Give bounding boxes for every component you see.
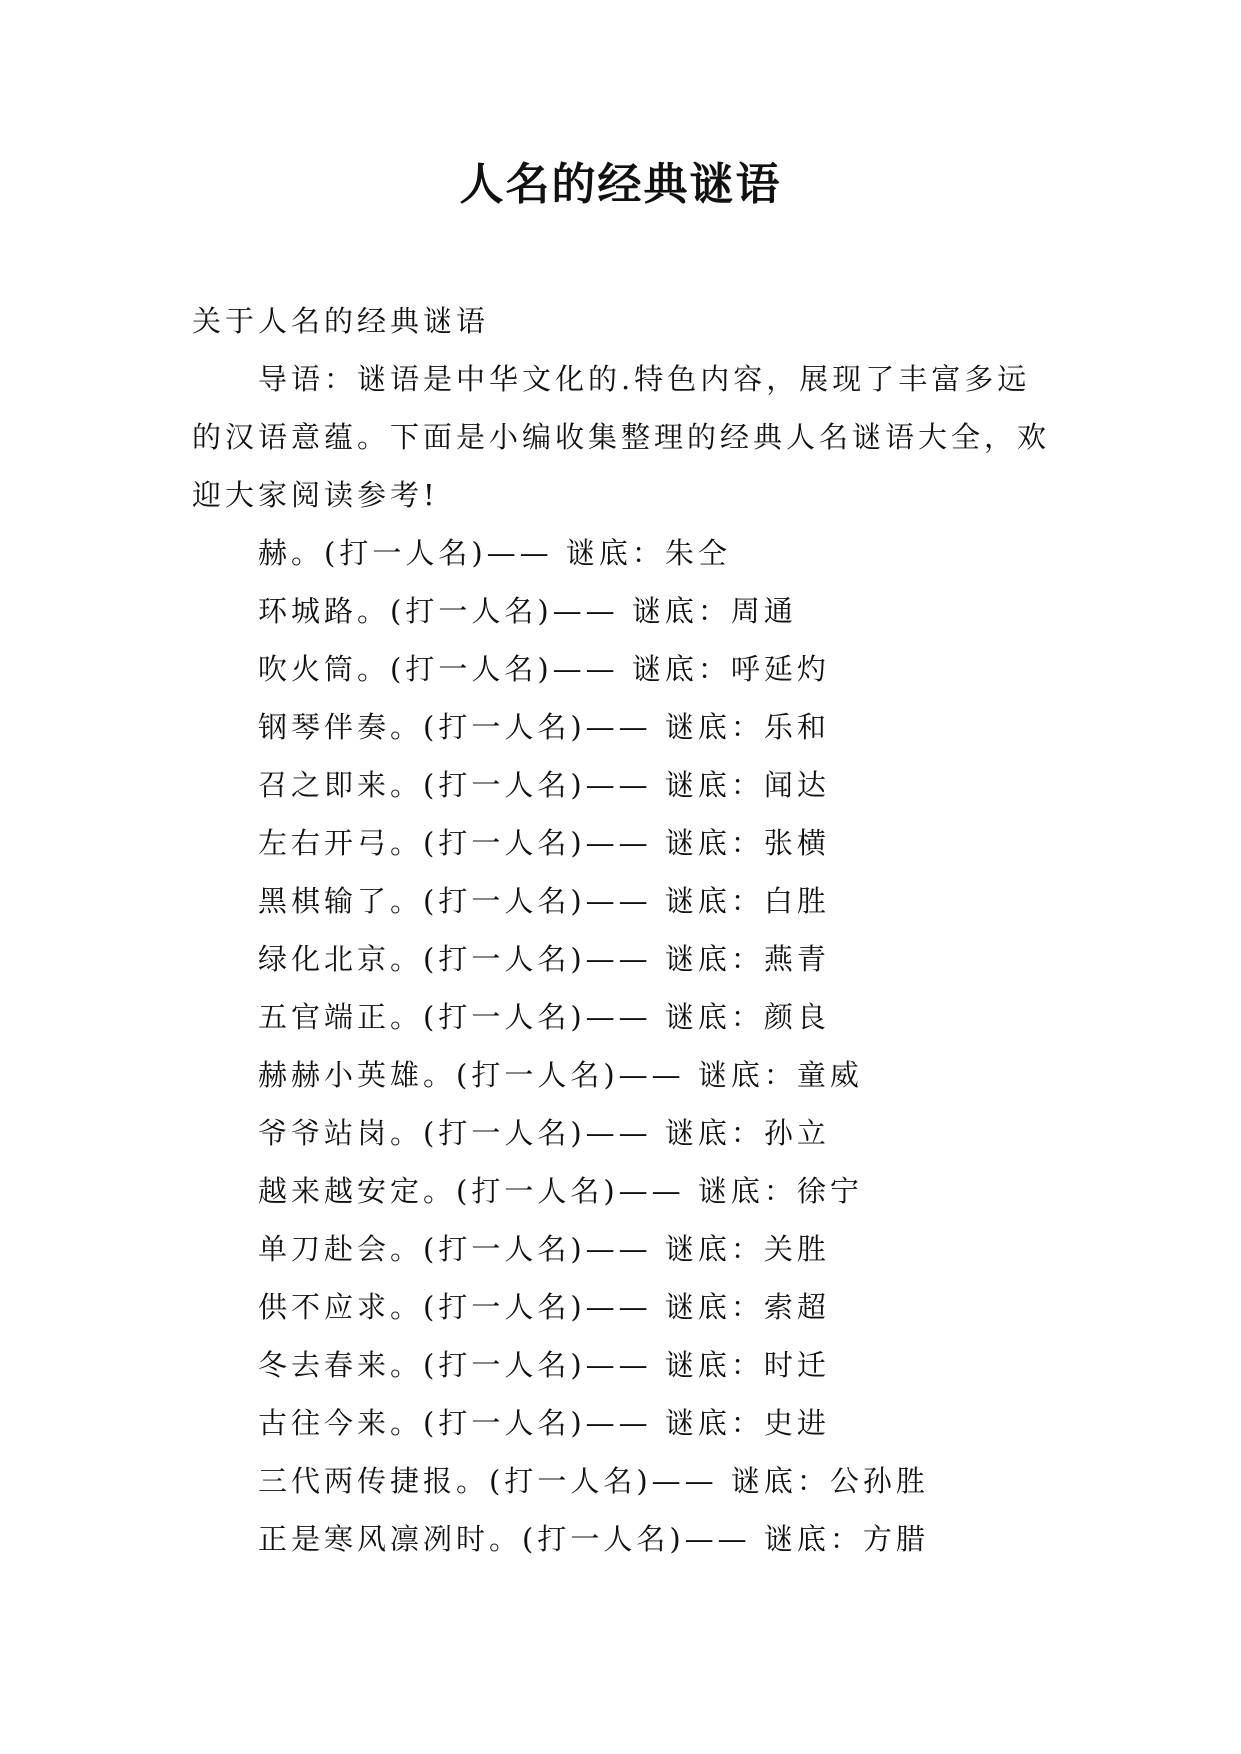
riddle-item: 赫赫小英雄。(打一人名)—— 谜底：童威 [258,1058,863,1092]
riddle-item: 绿化北京。(打一人名)—— 谜底：燕青 [258,942,830,976]
intro-line-3: 迎大家阅读参考! [192,478,439,512]
riddle-item: 正是寒风凛冽时。(打一人名)—— 谜底：方腊 [258,1522,929,1556]
subtitle: 关于人名的经典谜语 [192,304,490,338]
riddle-item: 召之即来。(打一人名)—— 谜底：闻达 [258,768,830,802]
riddle-item: 爷爷站岗。(打一人名)—— 谜底：孙立 [258,1116,830,1150]
document-title: 人名的经典谜语 [459,159,782,210]
riddle-item: 环城路。(打一人名)—— 谜底：周通 [258,594,797,628]
riddle-item: 赫。(打一人名)—— 谜底：朱仝 [258,536,731,570]
riddle-item: 左右开弓。(打一人名)—— 谜底：张横 [258,826,830,860]
riddle-item: 三代两传捷报。(打一人名)—— 谜底：公孙胜 [258,1464,929,1498]
riddle-item: 越来越安定。(打一人名)—— 谜底：徐宁 [258,1174,863,1208]
riddle-item: 供不应求。(打一人名)—— 谜底：索超 [258,1290,830,1324]
riddle-item: 单刀赴会。(打一人名)—— 谜底：关胜 [258,1232,830,1266]
riddle-item: 古往今来。(打一人名)—— 谜底：史进 [258,1406,830,1440]
riddle-item: 五官端正。(打一人名)—— 谜底：颜良 [258,1000,830,1034]
riddle-item: 钢琴伴奏。(打一人名)—— 谜底：乐和 [258,710,830,744]
document-body [192,292,1052,1568]
riddle-item: 黑棋输了。(打一人名)—— 谜底：白胜 [258,884,830,918]
intro-line-2: 的汉语意蕴。下面是小编收集整理的经典人名谜语大全，欢 [192,420,1051,454]
intro-line-1: 导语：谜语是中华文化的.特色内容，展现了丰富多远 [258,362,1031,396]
riddle-item: 冬去春来。(打一人名)—— 谜底：时迁 [258,1348,830,1382]
riddle-item: 吹火筒。(打一人名)—— 谜底：呼延灼 [258,652,830,686]
